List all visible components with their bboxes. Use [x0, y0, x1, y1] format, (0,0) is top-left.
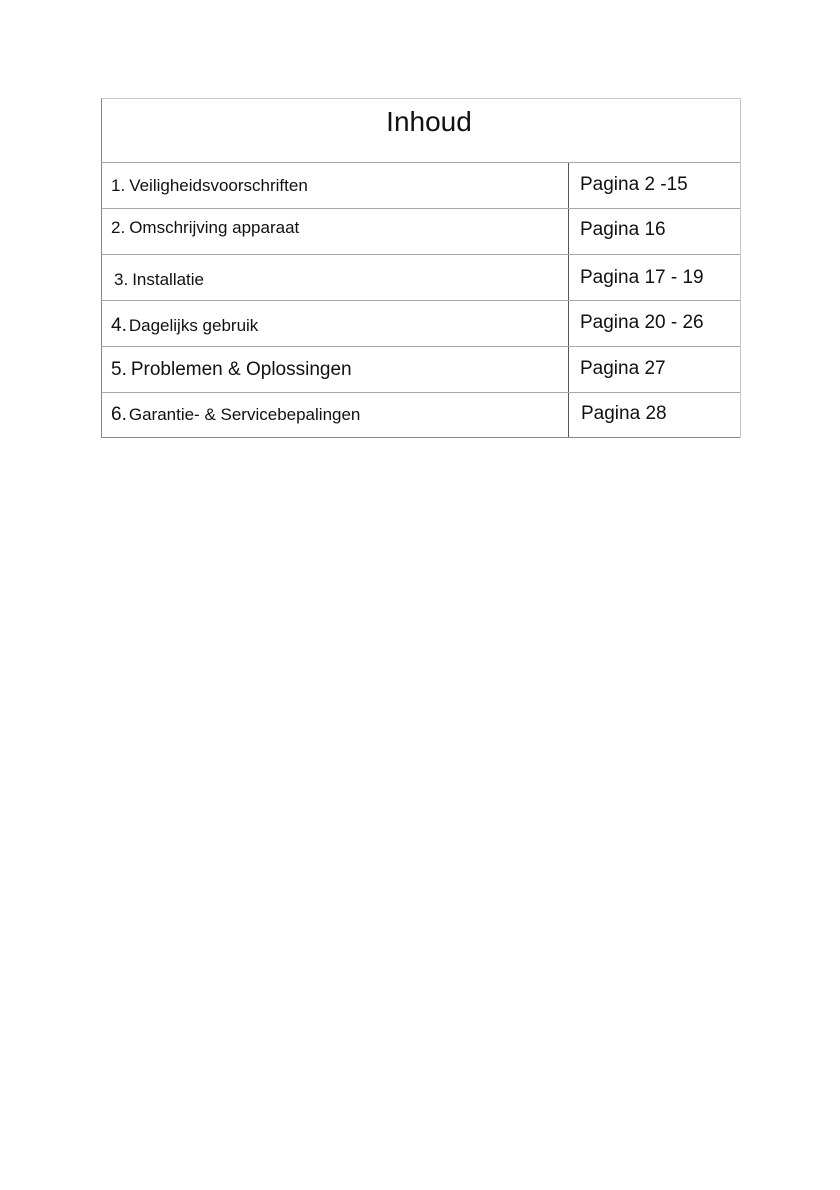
- toc-row[interactable]: [102, 347, 740, 393]
- toc-row[interactable]: [102, 163, 740, 209]
- toc-row[interactable]: [102, 301, 740, 347]
- toc-page-cell: [569, 347, 740, 392]
- toc-chapter-label: Installatie: [132, 270, 205, 289]
- toc-page-cell: [569, 163, 740, 208]
- toc-page-cell: [569, 393, 740, 437]
- toc-row[interactable]: [102, 209, 740, 255]
- toc-page-ref: Pagina 20 - 26: [580, 312, 704, 333]
- toc-title: Inhoud: [386, 106, 472, 137]
- toc-chapter-number: 4.: [111, 315, 127, 336]
- toc-page-ref: Pagina 16: [580, 219, 666, 240]
- toc-page-ref: Pagina 17 - 19: [580, 267, 704, 288]
- toc-chapter-label: Problemen & Oplossingen: [130, 359, 352, 380]
- toc-page-cell: [569, 255, 740, 300]
- toc-chapter-cell: [102, 347, 569, 392]
- toc-page-cell: [569, 301, 740, 346]
- toc-row[interactable]: [102, 255, 740, 301]
- toc-chapter: [111, 359, 352, 381]
- toc-chapter-label: Omschrijving apparaat: [129, 218, 300, 237]
- toc-chapter-number: 1.: [111, 176, 126, 195]
- toc-header: [102, 99, 740, 163]
- toc-chapter-number: 6.: [111, 404, 127, 425]
- toc-chapter-cell: [102, 163, 569, 208]
- toc-chapter-label: Dagelijks gebruik: [128, 316, 259, 335]
- toc-chapter: [114, 270, 204, 290]
- table-of-contents: [101, 98, 741, 438]
- toc-chapter: [111, 176, 308, 196]
- toc-chapter-cell: [102, 209, 569, 254]
- toc-chapter-number: 2.: [111, 218, 126, 237]
- toc-row[interactable]: [102, 393, 740, 438]
- toc-chapter: [111, 315, 258, 337]
- toc-chapter-label: Garantie- & Servicebepalingen: [128, 405, 361, 424]
- toc-chapter: [111, 404, 360, 426]
- toc-page-ref: Pagina 27: [580, 358, 666, 379]
- toc-chapter-cell: [102, 393, 569, 437]
- toc-chapter-cell: [102, 301, 569, 346]
- toc-page-ref: Pagina 28: [581, 403, 667, 424]
- toc-chapter-number: 3.: [114, 270, 129, 289]
- toc-chapter: [111, 218, 299, 238]
- toc-page-ref: Pagina 2 -15: [580, 174, 688, 195]
- toc-chapter-label: Veiligheidsvoorschriften: [129, 176, 308, 195]
- toc-page-cell: [569, 209, 740, 254]
- toc-chapter-number: 5.: [111, 359, 127, 380]
- toc-chapter-cell: [102, 255, 569, 300]
